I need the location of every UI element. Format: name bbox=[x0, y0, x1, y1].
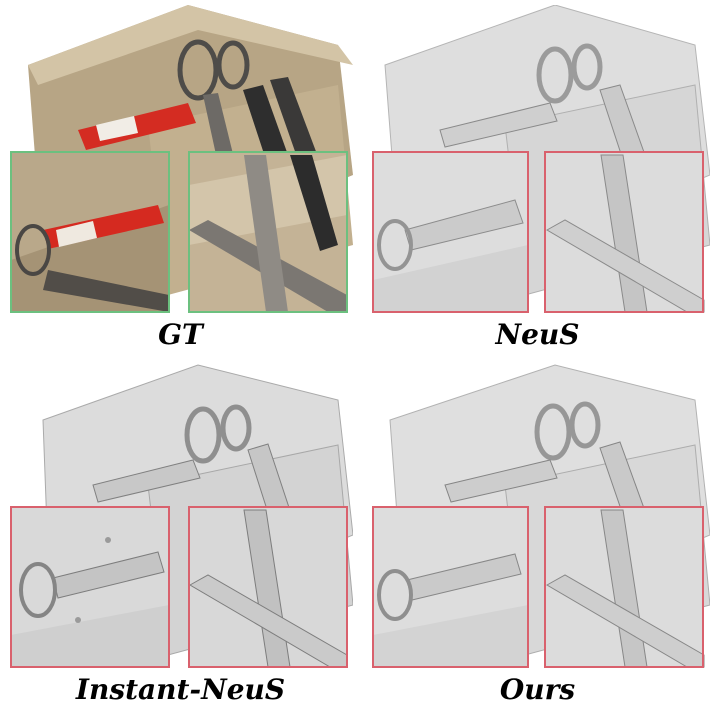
gt-inset-right bbox=[189, 152, 347, 312]
instant-neus-inset-right bbox=[189, 507, 347, 667]
ours-inset-right bbox=[545, 507, 704, 667]
caption-neus: NeuS bbox=[495, 318, 580, 351]
ours-panel bbox=[365, 360, 710, 670]
neus-mesh bbox=[365, 5, 710, 315]
caption-gt: GT bbox=[158, 318, 203, 351]
neus-inset-right bbox=[545, 152, 704, 312]
neus-panel bbox=[365, 5, 710, 315]
gt-photo bbox=[8, 5, 353, 315]
neus-inset-left bbox=[373, 152, 528, 312]
caption-ours: Ours bbox=[499, 673, 576, 706]
gt-panel bbox=[8, 5, 353, 315]
gt-inset-left bbox=[11, 152, 169, 312]
instant-neus-panel bbox=[8, 360, 353, 670]
ours-inset-left bbox=[373, 507, 528, 667]
instant-neus-mesh bbox=[8, 360, 353, 670]
ours-mesh bbox=[365, 360, 710, 670]
caption-instant-neus: Instant-NeuS bbox=[75, 673, 286, 706]
instant-neus-inset-left bbox=[11, 507, 169, 667]
